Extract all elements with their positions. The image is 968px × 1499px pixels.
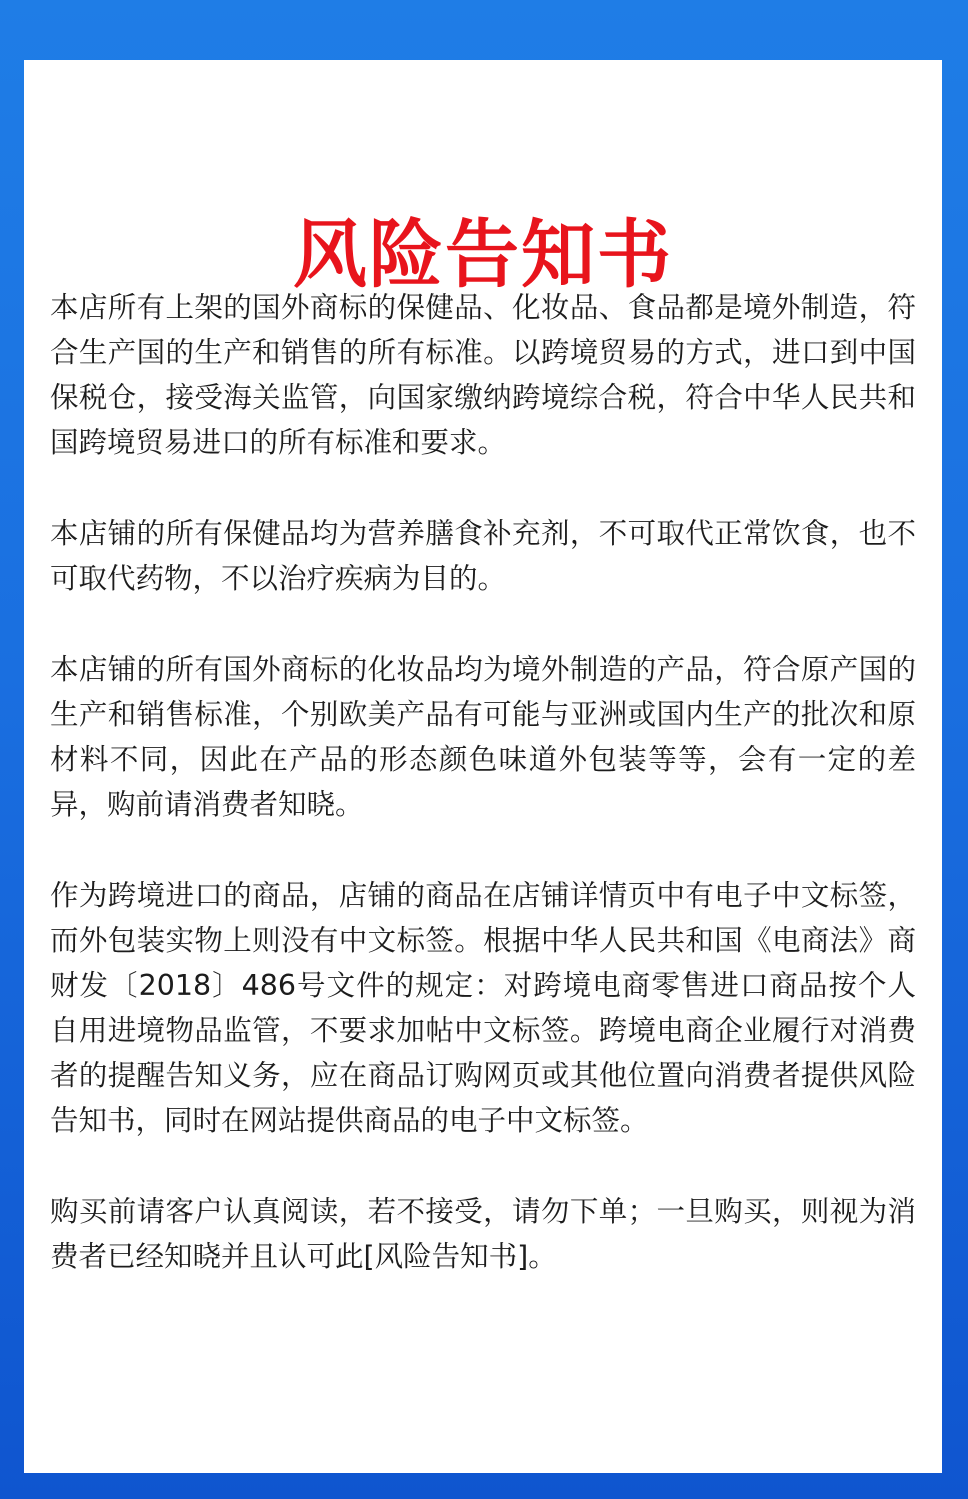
paragraph-health-supplements: 本店铺的所有保健品均为营养膳食补充剂，不可取代正常饮食，也不可取代药物，不以治疗疾病为目的。: [50, 517, 916, 595]
notice-title: 风险告知书: [293, 212, 673, 298]
paragraph-cosmetics: 本店铺的所有国外商标的化妆品均为境外制造的产品，符合原产国的生产和销售标准，个别欧美产品有可能与亚洲或国内生产的批次和原材料不同，因此在产品的形态颜色味道外包装等等，会有一定的差异，购前请消费者知晓。: [50, 653, 916, 821]
paragraph-product-origin: 本店所有上架的国外商标的保健品、化妆品、食品都是境外制造，符合生产国的生产和销售的所有标准。以跨境贸易的方式，进口到中国保税仓，接受海关监管，向国家缴纳跨境综合税，符合中华人民共和国跨境贸易进口的所有标准和要求。: [50, 291, 916, 459]
paragraph-purchase-consent: 购买前请客户认真阅读，若不接受，请勿下单；一旦购买，则视为消费者已经知晓并且认可此[风险告知书]。: [50, 1195, 916, 1273]
notice-body: [50, 285, 916, 1279]
notice-card: [24, 60, 942, 1473]
paragraph-chinese-label: 作为跨境进口的商品，店铺的商品在店铺详情页中有电子中文标签，而外包装实物上则没有中文标签。根据中华人民共和国《电商法》商财发〔2018〕486号文件的规定：对跨境电商零售进口商品按个人自用进境物品监管，不要求加帖中文标签。跨境电商企业履行对消费者的提醒告知义务，应在商品订购网页或其他位置向消费者提供风险告知书，同时在网站提供商品的电子中文标签。: [50, 879, 916, 1137]
